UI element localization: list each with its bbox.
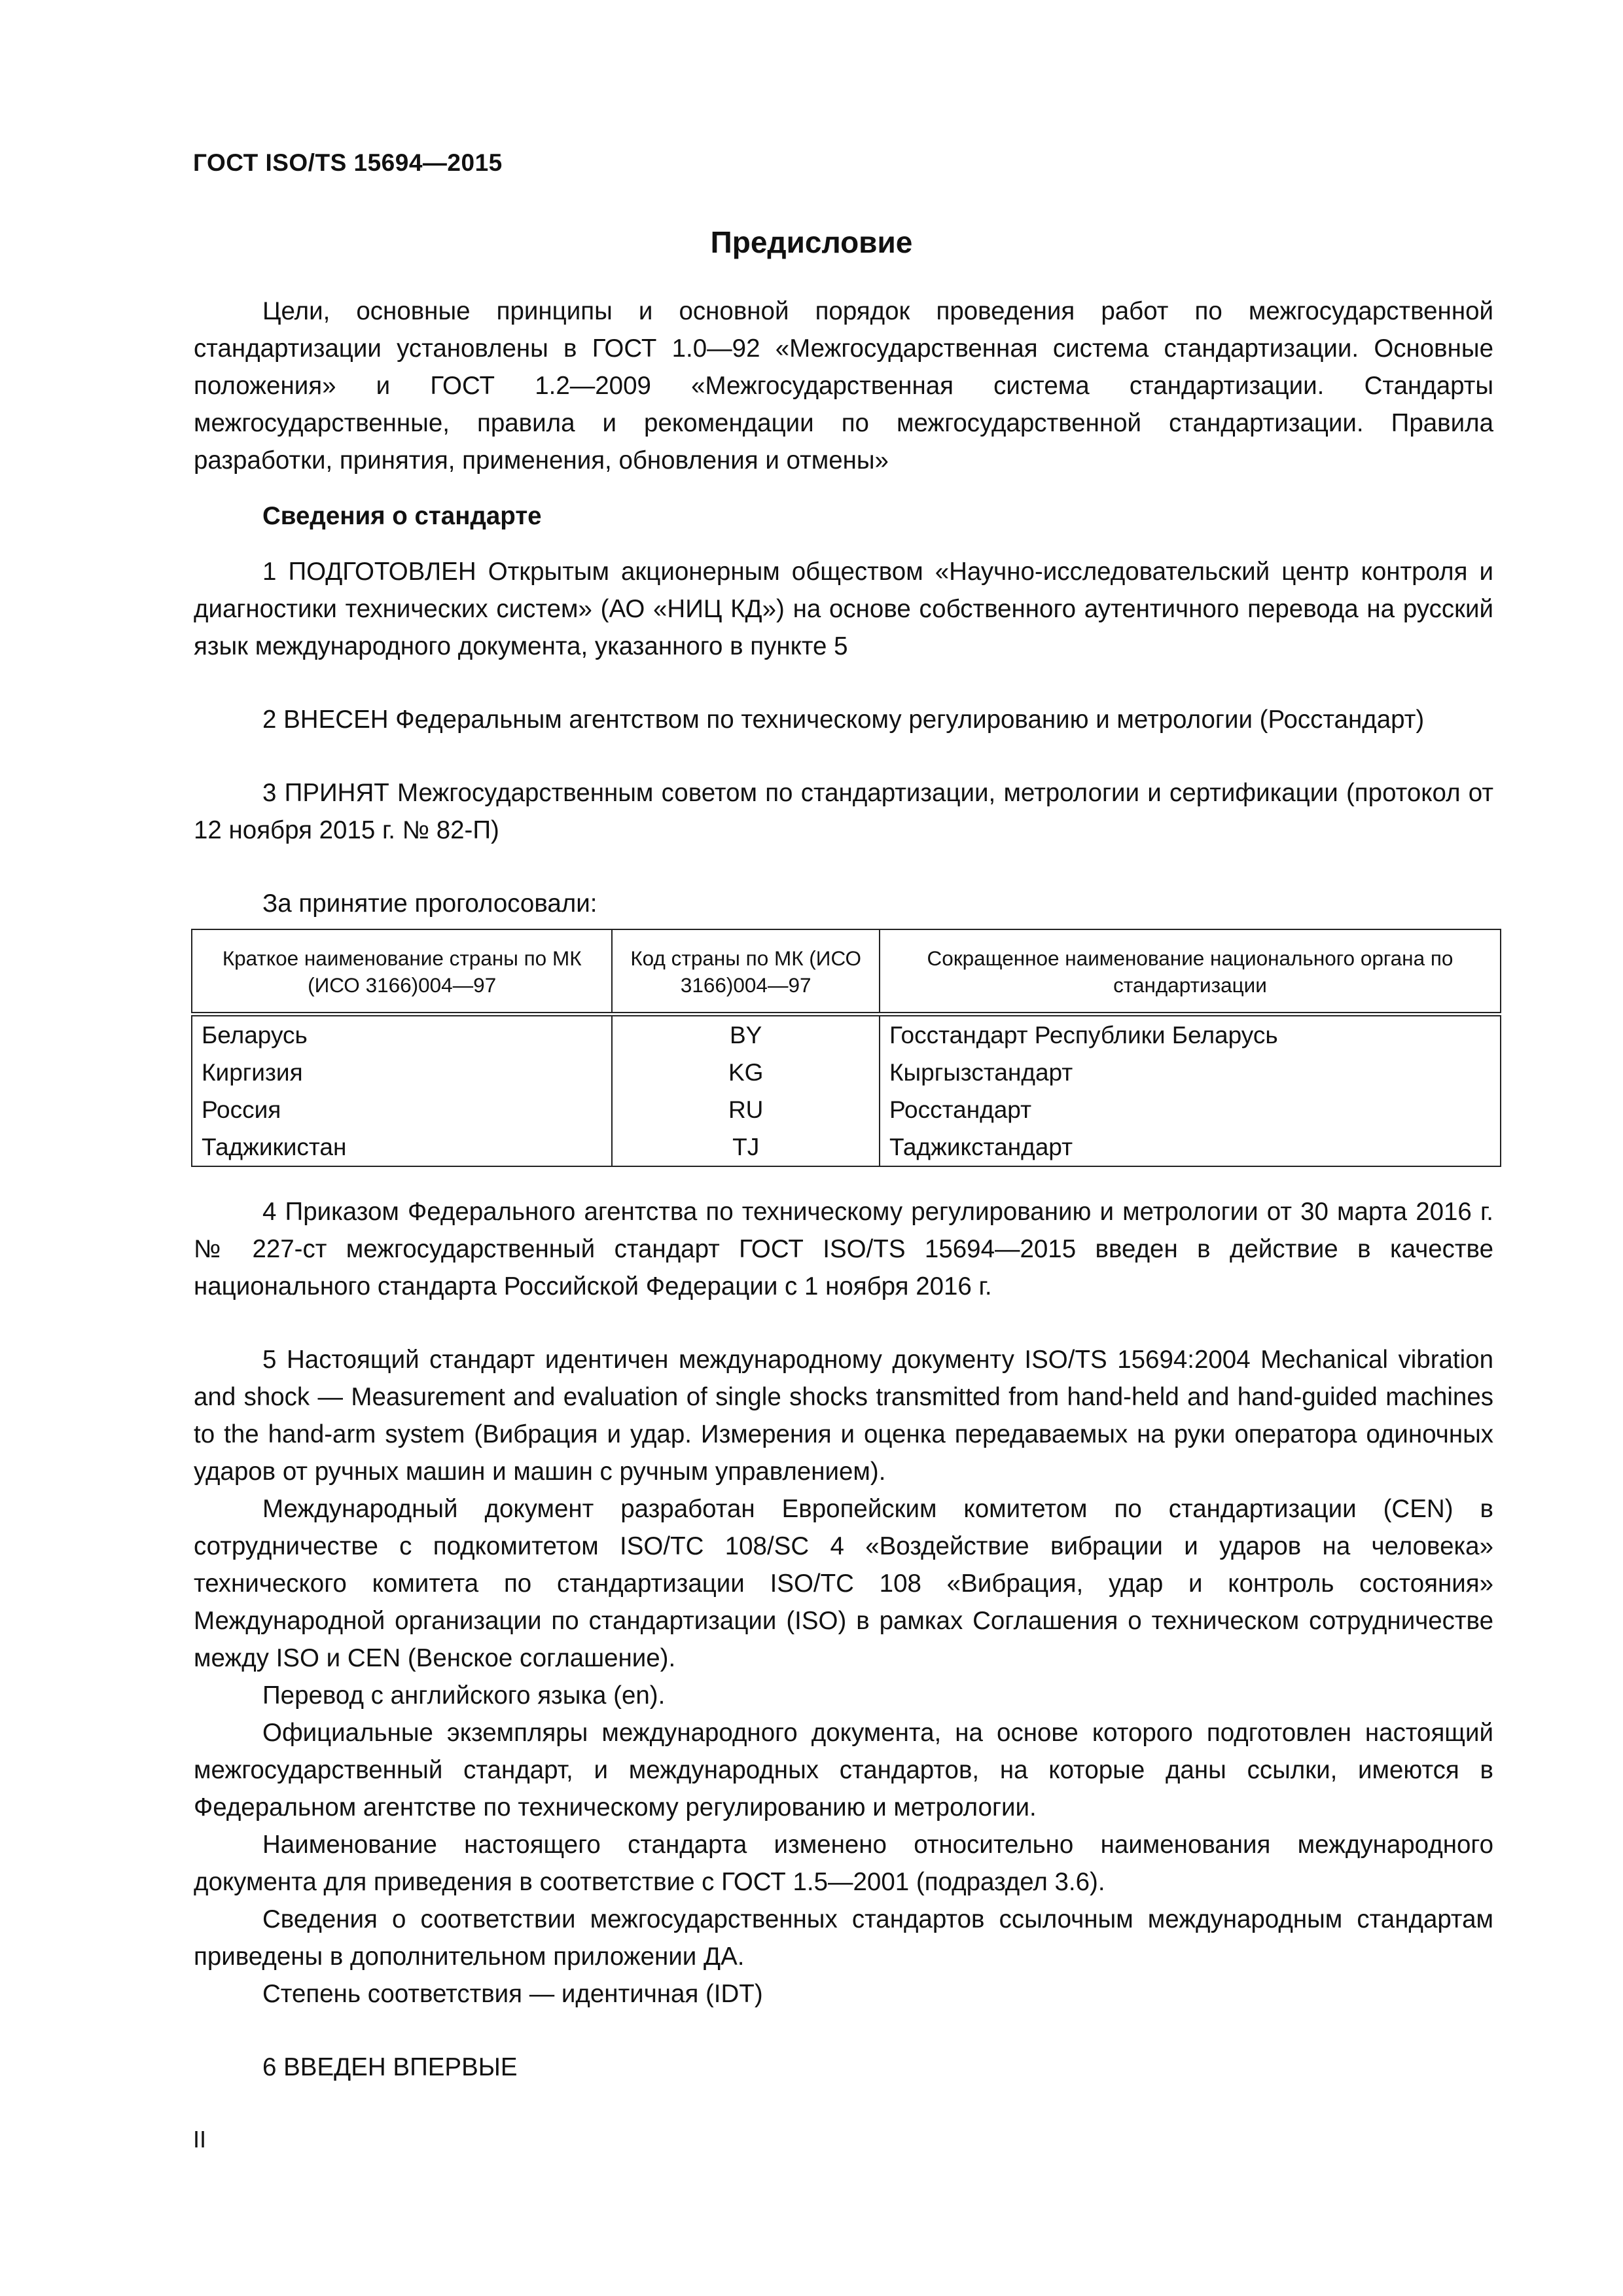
intro-paragraph: Цели, основные принципы и основной порядок проведения работ по межгосударственной стандартизации установлены в ГОСТ 1.0—92 «Межгосударственная система стандартизации. Основные положения» и ГОСТ 1.2—2009 «Межгосударственная система стандартизации. Стандарты межгосударственные, правила и рекомендации по межгосударственной стандартизации. Правила разработки, принятия, применения, обновления и отмены»	[194, 297, 1493, 475]
country-cell: Таджикистан	[192, 1128, 612, 1166]
table-row	[192, 1054, 1501, 1091]
table-row	[192, 1091, 1501, 1128]
standards-body-cell: Росстандарт	[880, 1091, 1501, 1128]
document-body	[194, 293, 1493, 2086]
table-row	[192, 1128, 1501, 1166]
page-number: II	[193, 2126, 207, 2153]
col-header-code: Код страны по МК (ИСО 3166)004—97	[612, 929, 880, 1014]
page-title: Предисловие	[710, 225, 913, 259]
vote-intro: За принятие проголосовали:	[262, 889, 597, 918]
item-2: 2 ВНЕСЕН Федеральным агентством по техническому регулированию и метрологии (Росстандарт)	[262, 706, 1425, 734]
col-header-body: Сокращенное наименование национального органа по стандартизации	[880, 929, 1501, 1014]
item-5-paragraph: Официальные экземпляры международного документа, на основе которого подготовлен настоящий межгосударственный стандарт, и международных стандартов, на которые даны ссылки, имеются в Федеральном агентстве по техническому регулированию и метрологии.	[194, 1719, 1493, 1821]
table-header-row	[192, 929, 1501, 1014]
col-header-country: Краткое наименование страны по МК (ИСО 3166)004—97	[192, 929, 612, 1014]
standards-body-cell: Кыргызстандарт	[880, 1054, 1501, 1091]
item-5-paragraph: Международный документ разработан Европейским комитетом по стандартизации (CEN) в сотрудничестве с подкомитетом ISO/TC 108/SC 4 «Воздействие вибрации и ударов на человека» технического комитета по стандартизации ISO/TC 108 «Вибрация, удар и контроль состояния» Международной организации по стандартизации (ISO) в рамках Соглашения о техническом сотрудничестве между ISO и CEN (Венское соглашение).	[194, 1495, 1493, 1672]
country-cell: Россия	[192, 1091, 612, 1128]
standards-body-cell: Госстандарт Республики Беларусь	[880, 1014, 1501, 1054]
item-1: 1 ПОДГОТОВЛЕН Открытым акционерным обществом «Научно-исследовательский центр контроля и диагностики технических систем» (АО «НИЦ КД») на основе собственного аутентичного перевода на русский язык международного документа, указанного в пункте 5	[194, 558, 1493, 660]
code-cell: KG	[612, 1054, 880, 1091]
item-5-paragraph: 5 Настоящий стандарт идентичен международному документу ISO/TS 15694:2004 Mechanical vibration and shock — Measurement and evaluation of single shocks transmitted from hand-held and hand-guided machines to the hand-arm system (Вибрация и удар. Измерения и оценка передаваемых на руки оператора одиночных ударов от ручных машин и машин с ручным управлением).	[194, 1346, 1493, 1486]
code-cell: RU	[612, 1091, 880, 1128]
item-5-paragraph: Сведения о соответствии межгосударственных стандартов ссылочным международным стандартам приведены в дополнительном приложении ДА.	[194, 1905, 1493, 1971]
item-5-paragraph: Степень соответствия — идентичная (IDT)	[262, 1980, 763, 2008]
country-cell: Киргизия	[192, 1054, 612, 1091]
info-heading: Сведения о стандарте	[262, 502, 542, 530]
table-row	[192, 1014, 1501, 1054]
item-5-paragraph: Наименование настоящего стандарта изменено относительно наименования международного документа для приведения в соответствие с ГОСТ 1.5—2001 (подраздел 3.6).	[194, 1831, 1493, 1896]
country-cell: Беларусь	[192, 1014, 612, 1054]
standards-body-cell: Таджикстандарт	[880, 1128, 1501, 1166]
code-cell: BY	[612, 1014, 880, 1054]
code-cell: TJ	[612, 1128, 880, 1166]
item-6: 6 ВВЕДЕН ВПЕРВЫЕ	[262, 2053, 518, 2081]
item-5-paragraph: Перевод с английского языка (en).	[262, 1681, 666, 1710]
document-header: ГОСТ ISO/TS 15694—2015	[193, 149, 503, 176]
item-3: 3 ПРИНЯТ Межгосударственным советом по стандартизации, метрологии и сертификации (протокол от 12 ноября 2015 г. № 82-П)	[194, 779, 1493, 844]
votes-table	[191, 929, 1501, 1167]
item-4: 4 Приказом Федерального агентства по техническому регулированию и метрологии от 30 марта 2016 г. № 227-ст межгосударственный стандарт ГОСТ ISO/TS 15694—2015 введен в действие в качестве национального стандарта Российской Федерации с 1 ноября 2016 г.	[194, 1198, 1493, 1300]
